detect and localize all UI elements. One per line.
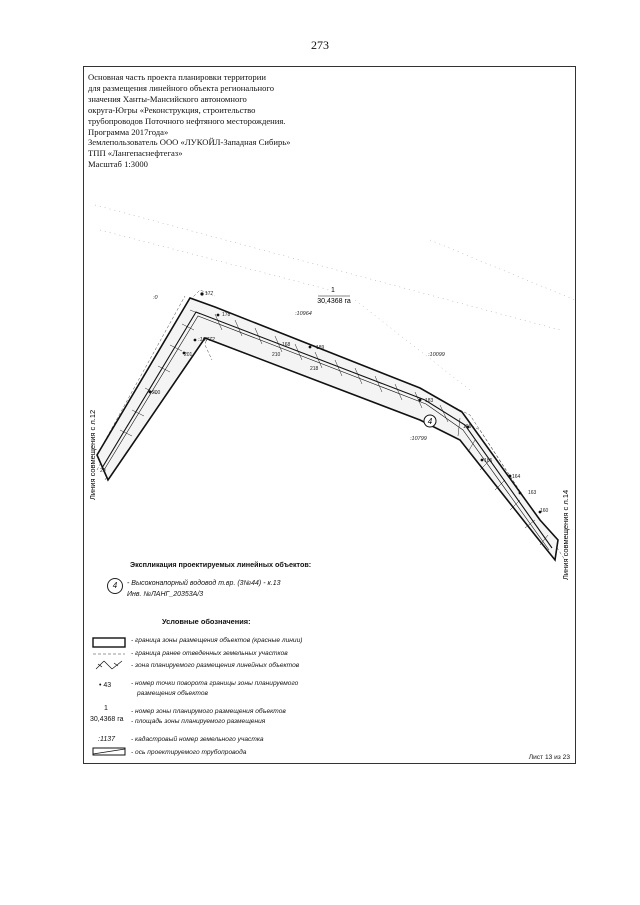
point-label: 168: [282, 342, 291, 348]
title-line: Основная часть проекта планировки территории: [88, 72, 266, 82]
legend-sample-cadastral: :1137: [98, 736, 115, 743]
point-label: 183: [425, 398, 434, 404]
point-label: 218: [310, 366, 319, 372]
title-line: значения Ханты-Мансийского автономного: [88, 93, 247, 104]
title-line: округа-Югры «Реконструкция, строительство: [88, 104, 256, 115]
map-zone-area: 30,4368 га: [317, 298, 351, 305]
left-alignment-label: Линия совмещения с л.12: [88, 409, 97, 500]
legend-turn-point-cont: размещения объектов: [137, 690, 208, 697]
legend-zone-area: - площадь зоны планируемого размещения: [131, 718, 266, 725]
legend-sample-point: [99, 682, 111, 689]
point-label: 200: [152, 390, 161, 396]
page-number: 273: [311, 38, 329, 52]
legend-sample-point-number: 43: [103, 682, 112, 689]
point-label: 201: [184, 352, 193, 358]
title-line: Программа 2017года»: [88, 126, 169, 137]
parcel-label: :0: [153, 295, 158, 301]
scale-line: Масштаб 1:3000: [88, 159, 148, 170]
zone-boundary: [97, 298, 558, 560]
point-marker-icon: •: [99, 682, 102, 689]
title-line: трубопроводов Поточного нефтяного месторождения.: [88, 115, 286, 126]
title-block: [88, 72, 290, 170]
explication-title: Экспликация проектируемых линейных объектов:: [130, 560, 312, 569]
sheet-label: Лист 13 из 23: [528, 754, 570, 761]
legend-allotted-parcels: - граница ранее отведенных земельных участков: [131, 650, 288, 657]
legend-planned-zone: - зона планируемого размещения линейных объектов: [131, 662, 300, 669]
point-label: 163: [528, 490, 537, 496]
parcel-label: :10099: [428, 352, 445, 358]
planning-map: [84, 180, 575, 590]
title-line: для размещения линейного объекта регионального: [88, 82, 275, 93]
legend-title: Условные обозначения:: [162, 617, 251, 626]
object-inventory-number: Инв. №ЛАНГ_20353А/3: [127, 591, 204, 598]
object-number-badge: 4: [107, 578, 123, 594]
legend-red-lines: - граница зоны размещения объектов (красные линии): [131, 637, 303, 644]
land-user-line: Землепользователь ООО «ЛУКОЙЛ-Западная Сибирь»: [88, 137, 291, 148]
point-label: 177: [205, 291, 214, 297]
tpp-line: ТПП «Лангепаснефтегаз»: [88, 148, 183, 159]
point-label: 189: [316, 345, 325, 351]
point-label: 178: [222, 312, 231, 318]
object-description: - Высоконапорный водовод т.вр. (3№44) - к.13: [127, 580, 281, 587]
legend-zone-number: - номер зоны планирумого размещения объектов: [131, 708, 286, 715]
parcel-label: :10799: [410, 436, 427, 442]
point-label: 185: [484, 458, 493, 464]
map-object-number: 4: [427, 417, 433, 426]
map-zone-number: 1: [331, 287, 335, 294]
legend-sample-zone-number: 1: [104, 705, 108, 712]
point-label: 20: [100, 468, 106, 474]
point-label: 160: [540, 508, 549, 514]
legend-cadastral: - кадастровый номер земельного участка: [131, 736, 264, 743]
parcel-label: :10964: [295, 311, 312, 317]
legend-turn-point: - номер точки поворота границы зоны планируемого: [131, 680, 299, 687]
point-label: 166: [463, 424, 472, 430]
legend-sample-zone-area: 30,4368 га: [90, 716, 124, 723]
point-label: 164: [512, 474, 521, 480]
right-alignment-label: Линия совмещения с л.14: [561, 489, 570, 580]
legend-pipeline-axis: - ось проектируемого трубопровода: [131, 749, 247, 756]
parcel-label: :10772: [198, 337, 215, 343]
point-label: 210: [272, 352, 281, 358]
